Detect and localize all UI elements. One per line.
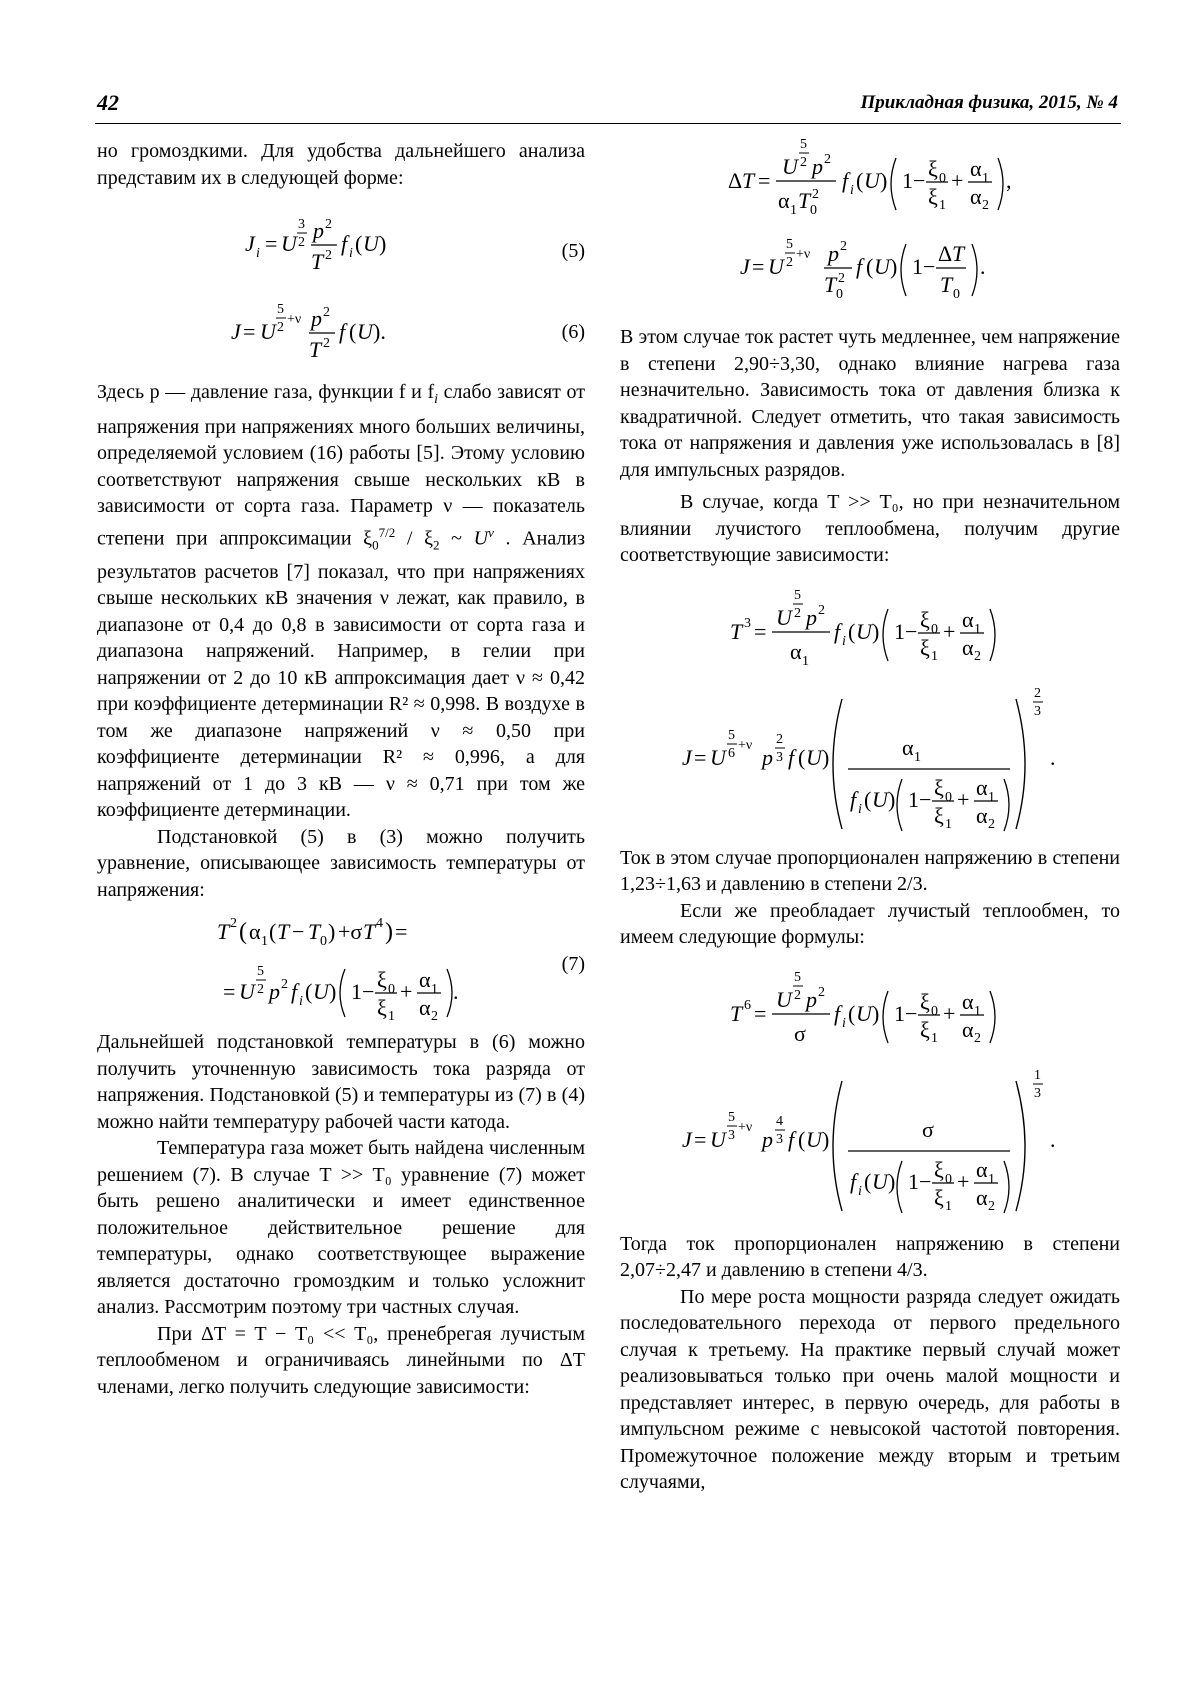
svg-text:0: 0 xyxy=(810,203,817,218)
svg-text:T: T xyxy=(940,272,953,297)
svg-text:(: ( xyxy=(349,319,357,344)
svg-text:i: i xyxy=(858,1183,862,1199)
svg-text:2: 2 xyxy=(776,731,783,747)
svg-text:σ: σ xyxy=(922,1116,934,1142)
svg-text:T: T xyxy=(798,188,811,213)
svg-text:U: U xyxy=(313,979,329,1005)
equation-current-case-1 xyxy=(620,228,1120,306)
svg-text:+: + xyxy=(943,618,956,644)
svg-text:4: 4 xyxy=(776,1113,783,1129)
svg-text:Δ: Δ xyxy=(728,168,743,193)
svg-text:ξ: ξ xyxy=(934,802,944,828)
svg-text:+σ: +σ xyxy=(338,919,363,945)
svg-text:α: α xyxy=(902,734,914,760)
svg-text:α: α xyxy=(970,156,982,181)
svg-text:1: 1 xyxy=(931,1030,938,1046)
svg-text:ξ: ξ xyxy=(377,995,387,1021)
svg-text:2: 2 xyxy=(794,605,801,621)
svg-text:5: 5 xyxy=(794,969,801,985)
svg-text:i: i xyxy=(256,246,260,261)
svg-text:α: α xyxy=(970,184,982,209)
svg-text:): ) xyxy=(822,744,830,770)
svg-text:f: f xyxy=(339,319,346,344)
svg-text:−: − xyxy=(292,919,305,945)
svg-text:0: 0 xyxy=(945,789,952,805)
svg-text:2: 2 xyxy=(818,984,825,1000)
equation-t3-formula xyxy=(620,583,1120,679)
svg-text:1−: 1− xyxy=(902,168,926,193)
equation-5 xyxy=(97,195,585,279)
svg-text:α: α xyxy=(976,802,988,828)
svg-text:2: 2 xyxy=(818,602,825,618)
svg-text:U: U xyxy=(872,786,888,812)
right-paragraph-4: Если же преобладает лучистый теплообмен, то имеем следующие формулы: xyxy=(620,899,1120,948)
svg-text:α: α xyxy=(962,1016,974,1042)
equation-t3 xyxy=(620,583,1120,679)
svg-text:3: 3 xyxy=(1034,1085,1041,1101)
svg-text:0: 0 xyxy=(945,1171,952,1187)
journal-header: Прикладная физика, 2015, № 4 xyxy=(860,92,1118,113)
svg-text:): ) xyxy=(872,1000,880,1026)
svg-text:+: + xyxy=(957,1168,970,1194)
svg-text:1: 1 xyxy=(790,203,797,218)
svg-text:5: 5 xyxy=(728,1109,735,1125)
left-paragraph-4: Дальнейшей подстановкой температуры в (6) можно получить уточненную зависимость тока разряда от напряжения. Подстановкой (5) и температуры из (7) в (4) можно найти температуру рабочей части катода. xyxy=(97,1031,585,1133)
equation-5-formula xyxy=(97,195,585,279)
svg-text:0: 0 xyxy=(931,1003,938,1019)
svg-text:α: α xyxy=(249,919,261,945)
svg-text:U: U xyxy=(260,319,276,344)
svg-text:1: 1 xyxy=(974,621,981,637)
svg-text:ξ: ξ xyxy=(928,156,938,181)
svg-text:2: 2 xyxy=(298,235,305,250)
right-column xyxy=(620,138,1120,1496)
equation-delta-t-formula xyxy=(620,138,1120,228)
svg-text:1: 1 xyxy=(261,934,268,950)
svg-text:): ) xyxy=(872,618,880,644)
svg-text:2: 2 xyxy=(812,187,819,202)
svg-text:f: f xyxy=(842,168,849,193)
svg-text:f: f xyxy=(788,744,795,770)
svg-text:T: T xyxy=(952,241,965,266)
svg-text:0: 0 xyxy=(320,934,327,950)
svg-text:U: U xyxy=(872,1168,888,1194)
svg-text:U: U xyxy=(864,168,880,193)
equation-current-case-3-formula xyxy=(620,1065,1120,1215)
svg-text:2: 2 xyxy=(281,977,288,993)
svg-text:.: . xyxy=(1050,1126,1056,1152)
svg-text:(: ( xyxy=(239,919,247,946)
right-paragraph-2: В случае, когда T >> T₀, но при незначительном влиянии лучистого теплообмена, получим другие соответствующие зависимости: xyxy=(620,491,1120,566)
equation-current-case-2-formula xyxy=(620,683,1120,833)
svg-text:ξ: ξ xyxy=(920,1016,930,1042)
svg-text:(: ( xyxy=(866,254,874,279)
svg-text:(: ( xyxy=(856,168,864,193)
svg-text:0: 0 xyxy=(939,171,946,186)
svg-text:f: f xyxy=(834,618,841,644)
svg-text:p: p xyxy=(762,1126,773,1152)
equation-t6 xyxy=(620,965,1120,1061)
svg-text:ξ: ξ xyxy=(934,774,944,800)
svg-text:J: J xyxy=(245,231,255,256)
svg-text:p: p xyxy=(812,154,823,179)
svg-text:1: 1 xyxy=(431,982,438,998)
svg-text:3: 3 xyxy=(728,1127,735,1143)
svg-text:T: T xyxy=(730,1000,743,1026)
svg-text:p: p xyxy=(313,218,324,243)
svg-text:2: 2 xyxy=(988,1198,995,1214)
svg-text:5: 5 xyxy=(728,727,735,743)
svg-text:1−: 1− xyxy=(908,1168,932,1194)
svg-text:J: J xyxy=(682,1126,692,1152)
svg-text:=: = xyxy=(758,168,771,193)
svg-text:0: 0 xyxy=(931,621,938,637)
svg-text:=: = xyxy=(223,979,236,1005)
equation-t6-formula xyxy=(620,965,1120,1061)
svg-text:1: 1 xyxy=(988,789,995,805)
svg-text:5: 5 xyxy=(257,964,264,980)
svg-text:2: 2 xyxy=(786,255,793,270)
svg-text:ξ: ξ xyxy=(934,1184,944,1210)
svg-text:2: 2 xyxy=(325,217,332,232)
svg-text:4: 4 xyxy=(376,916,383,932)
svg-text:J: J xyxy=(231,319,241,344)
svg-text:): ) xyxy=(329,979,337,1005)
right-paragraph-1: В этом случае ток растет чуть медленнее, чем напряжение в степени 2,90÷3,30, однако влияние нагрева газа незначительно. Зависимость тока от давления близка к квадратичной. Следует отметить, что такая зависимость тока от напряжения и давления уже использовалась в [8] для импульсных разрядов. xyxy=(620,326,1120,481)
svg-text:): ) xyxy=(880,168,888,193)
svg-text:(: ( xyxy=(269,919,277,945)
svg-text:+: + xyxy=(400,979,413,1005)
svg-text:0: 0 xyxy=(836,287,843,302)
svg-text:α: α xyxy=(790,638,802,664)
svg-text:U: U xyxy=(710,1126,726,1152)
svg-text:σ: σ xyxy=(794,1020,806,1046)
svg-text:p: p xyxy=(828,241,839,266)
svg-text:1−: 1− xyxy=(351,979,375,1005)
svg-text:f: f xyxy=(834,1000,841,1026)
svg-text:ξ: ξ xyxy=(928,184,938,209)
svg-text:1: 1 xyxy=(982,171,989,186)
svg-text:p: p xyxy=(762,744,773,770)
svg-text:3: 3 xyxy=(744,615,751,631)
svg-text:T: T xyxy=(277,919,290,945)
svg-text:,: , xyxy=(1006,168,1012,193)
svg-text:p: p xyxy=(806,986,817,1012)
svg-text:T: T xyxy=(730,618,743,644)
svg-text:p: p xyxy=(269,979,280,1005)
svg-text:3: 3 xyxy=(776,749,783,765)
svg-text:U: U xyxy=(776,986,792,1012)
svg-text:1: 1 xyxy=(988,1171,995,1187)
svg-text:1: 1 xyxy=(802,653,809,669)
svg-text:2: 2 xyxy=(800,155,807,170)
equation-delta-t xyxy=(620,138,1120,228)
svg-text:=: = xyxy=(752,254,765,279)
svg-text:5: 5 xyxy=(800,137,807,152)
svg-text:α: α xyxy=(419,967,431,993)
svg-text:α: α xyxy=(976,774,988,800)
svg-text:): ) xyxy=(890,254,898,279)
svg-text:2: 2 xyxy=(1034,685,1041,701)
svg-text:U: U xyxy=(710,744,726,770)
svg-text:U: U xyxy=(856,1000,872,1026)
svg-text:1: 1 xyxy=(974,1003,981,1019)
svg-text:2: 2 xyxy=(824,152,831,167)
equation-7 xyxy=(97,907,585,1025)
svg-text:T: T xyxy=(308,919,321,945)
svg-text:U: U xyxy=(357,319,373,344)
svg-text:ξ: ξ xyxy=(920,634,930,660)
header-rule xyxy=(95,123,1121,124)
svg-text:2: 2 xyxy=(982,198,989,213)
svg-text:ξ: ξ xyxy=(934,1156,944,1182)
svg-text:3: 3 xyxy=(1034,703,1041,719)
svg-text:f: f xyxy=(788,1126,795,1152)
svg-text:1: 1 xyxy=(945,1198,952,1214)
svg-text:=: = xyxy=(754,1000,767,1026)
svg-text:2: 2 xyxy=(323,336,330,351)
svg-text:ξ: ξ xyxy=(920,988,930,1014)
svg-text:(: ( xyxy=(798,744,806,770)
svg-text:2: 2 xyxy=(257,982,264,998)
svg-text:): ) xyxy=(822,1126,830,1152)
equation-5-number: (5) xyxy=(561,240,585,262)
svg-text:=: = xyxy=(754,618,767,644)
svg-text:3: 3 xyxy=(776,1131,783,1147)
svg-text:(: ( xyxy=(848,1000,856,1026)
svg-text:=: = xyxy=(265,231,278,256)
svg-text:.: . xyxy=(453,979,459,1005)
svg-text:(: ( xyxy=(798,1126,806,1152)
equation-current-case-1-formula xyxy=(620,228,1120,306)
svg-text:U: U xyxy=(782,154,798,179)
svg-text:U: U xyxy=(281,231,297,256)
svg-text:T: T xyxy=(217,919,230,945)
equation-6-number: (6) xyxy=(561,321,585,343)
svg-text:U: U xyxy=(856,618,872,644)
svg-text:i: i xyxy=(842,1015,846,1031)
svg-text:(: ( xyxy=(864,1168,872,1194)
svg-text:): ) xyxy=(379,231,387,256)
svg-text:2: 2 xyxy=(794,987,801,1003)
svg-text:T: T xyxy=(363,919,376,945)
svg-text:f: f xyxy=(341,231,348,256)
svg-text:α: α xyxy=(962,988,974,1014)
left-paragraph-5: Температура газа может быть найдена численным решением (7). В случае T >> T₀ уравнение (7) может быть решено аналитически и имеет единственное положительное действительное решение для температуры, однако соответствующее выражение является достаточно громоздким и только усложнит анализ. Рассмотрим поэтому три частных случая. xyxy=(97,1137,585,1319)
svg-text:(: ( xyxy=(355,231,363,256)
svg-text:i: i xyxy=(842,633,846,649)
equation-current-case-3 xyxy=(620,1065,1120,1215)
svg-text:6: 6 xyxy=(728,745,735,761)
svg-text:1: 1 xyxy=(914,749,921,765)
svg-text:f: f xyxy=(850,786,857,812)
svg-text:2: 2 xyxy=(838,271,845,286)
svg-text:=: = xyxy=(395,919,408,945)
svg-text:J: J xyxy=(740,254,750,279)
svg-text:.: . xyxy=(1050,744,1056,770)
svg-text:i: i xyxy=(850,183,854,198)
svg-text:2: 2 xyxy=(325,248,332,263)
svg-text:+: + xyxy=(951,168,964,193)
equation-6 xyxy=(97,279,585,365)
svg-text:α: α xyxy=(976,1156,988,1182)
svg-text:).: ). xyxy=(373,319,386,344)
equation-7-formula xyxy=(97,907,585,1025)
svg-text:i: i xyxy=(349,246,353,261)
svg-text:+ν: +ν xyxy=(738,737,753,753)
svg-text:(: ( xyxy=(864,786,872,812)
svg-text:p: p xyxy=(806,604,817,630)
svg-text:+: + xyxy=(957,786,970,812)
svg-text:α: α xyxy=(962,606,974,632)
svg-text:+ν: +ν xyxy=(738,1119,753,1135)
svg-text:1−: 1− xyxy=(894,1000,918,1026)
svg-text:1: 1 xyxy=(931,648,938,664)
svg-text:i: i xyxy=(858,801,862,817)
svg-text:ξ: ξ xyxy=(377,967,387,993)
svg-text:f: f xyxy=(291,979,298,1005)
svg-text:0: 0 xyxy=(953,287,960,302)
svg-text:0: 0 xyxy=(388,982,395,998)
svg-text:+ν: +ν xyxy=(287,312,302,327)
svg-text:2: 2 xyxy=(974,648,981,664)
right-paragraph-3: Ток в этом случае пропорционален напряжению в степени 1,23÷1,63 и давлению в степени 2/3. xyxy=(620,846,1120,895)
svg-text:=: = xyxy=(694,744,707,770)
svg-text:2: 2 xyxy=(323,305,330,320)
svg-text:U: U xyxy=(874,254,890,279)
left-column xyxy=(97,138,585,1400)
svg-text:U: U xyxy=(806,744,822,770)
svg-text:2: 2 xyxy=(230,916,237,932)
svg-text:5: 5 xyxy=(277,302,284,317)
svg-text:1: 1 xyxy=(1034,1067,1041,1083)
svg-text:U: U xyxy=(776,604,792,630)
svg-text:T: T xyxy=(311,249,324,274)
svg-text:2: 2 xyxy=(974,1030,981,1046)
svg-text:5: 5 xyxy=(794,587,801,603)
left-paragraph-2: Здесь p — давление газа, функции f и $f_i$ слабо зависят от напряжения при напряжениях много больших величины, определяемой условием (16) работы [5]. Этому условию соответствуют напряжения свыше нескольких кВ в зависимости от сорта газа. Параметр ν — показатель степени при аппроксимации $\xi_0^{7/2} / \xi_2$ ~ $U^\nu$ . Анализ результатов расчетов [7] показал, что при напряжениях свыше нескольких кВ значения ν лежат, как правило, в диапазоне от 0,4 до 0,8 в зависимости от сорта газа и диапазона напряжений. Например, в гелии при напряжении от 2 до 10 кВ аппроксимация дает ν ≈ 0,42 при коэффициенте детерминации R² ≈ 0,998. В воздухе в том же диапазоне напряжений ν ≈ 0,50 при коэффициенте детерминации R² ≈ 0,996, а для напряжений от 1 до 3 кВ — ν ≈ 0,71 при том же коэффициенте детерминации. xyxy=(97,381,585,822)
svg-text:=: = xyxy=(694,1126,707,1152)
svg-text:): ) xyxy=(888,1168,896,1194)
svg-text:T: T xyxy=(742,168,755,193)
svg-text:α: α xyxy=(962,634,974,660)
svg-text:+ν: +ν xyxy=(796,247,811,262)
svg-text:=: = xyxy=(243,319,256,344)
svg-text:U: U xyxy=(239,979,255,1005)
svg-text:J: J xyxy=(682,744,692,770)
page-number: 42 xyxy=(97,90,119,115)
left-paragraph-6: При ΔT = T − T₀ << T₀, пренебрегая лучистым теплообменом и ограничиваясь линейными по ΔT членами, легко получить следующие зависимости: xyxy=(97,1322,585,1398)
svg-text:): ) xyxy=(888,786,896,812)
equation-6-formula xyxy=(97,279,585,365)
svg-text:(: ( xyxy=(305,979,313,1005)
svg-text:f: f xyxy=(850,1168,857,1194)
svg-text:): ) xyxy=(328,919,336,945)
svg-text:T: T xyxy=(824,272,837,297)
svg-text:2: 2 xyxy=(840,239,847,254)
svg-text:α: α xyxy=(419,995,431,1021)
equation-current-case-2 xyxy=(620,683,1120,833)
svg-text:ξ: ξ xyxy=(920,606,930,632)
svg-text:1−: 1− xyxy=(912,254,936,279)
equation-7-number: (7) xyxy=(561,953,585,976)
svg-text:2: 2 xyxy=(277,320,284,335)
svg-text:Δ: Δ xyxy=(938,241,953,266)
svg-text:α: α xyxy=(976,1184,988,1210)
svg-text:1−: 1− xyxy=(908,786,932,812)
left-paragraph-1: но громоздкими. Для удобства дальнейшего анализа представим их в следующей форме: xyxy=(97,140,585,189)
svg-text:f: f xyxy=(856,254,863,279)
right-paragraph-5: Тогда ток пропорционален напряжению в степени 2,07÷2,47 и давлению в степени 4/3. xyxy=(620,1232,1120,1281)
svg-text:.: . xyxy=(980,254,986,279)
svg-text:α: α xyxy=(778,188,790,213)
svg-text:): ) xyxy=(385,919,393,946)
svg-text:+: + xyxy=(943,1000,956,1026)
svg-text:6: 6 xyxy=(744,997,751,1013)
svg-text:U: U xyxy=(363,231,379,256)
svg-text:1: 1 xyxy=(939,198,946,213)
svg-text:1: 1 xyxy=(388,1009,395,1025)
svg-text:i: i xyxy=(299,994,303,1010)
svg-text:U: U xyxy=(768,254,784,279)
svg-text:1−: 1− xyxy=(894,618,918,644)
svg-text:T: T xyxy=(309,337,322,362)
svg-text:1: 1 xyxy=(945,816,952,832)
left-paragraph-3: Подстановкой (5) в (3) можно получить уравнение, описывающее зависимость температуры от напряжения: xyxy=(97,825,585,901)
svg-text:2: 2 xyxy=(431,1009,438,1025)
svg-text:(: ( xyxy=(848,618,856,644)
svg-text:2: 2 xyxy=(988,816,995,832)
right-paragraph-6: По мере роста мощности разряда следует ожидать последовательного перехода от первого предельного случая к третьему. На практике первый случай может реализовываться только при очень малой мощности и представляет интерес, в первую очередь, для работы в импульсном режиме с невысокой частотой повторения. Промежуточное положение между вторым и третьим случаями, xyxy=(620,1285,1120,1493)
svg-text:p: p xyxy=(311,306,322,331)
svg-text:5: 5 xyxy=(786,237,793,252)
svg-text:U: U xyxy=(806,1126,822,1152)
svg-text:3: 3 xyxy=(298,217,305,232)
